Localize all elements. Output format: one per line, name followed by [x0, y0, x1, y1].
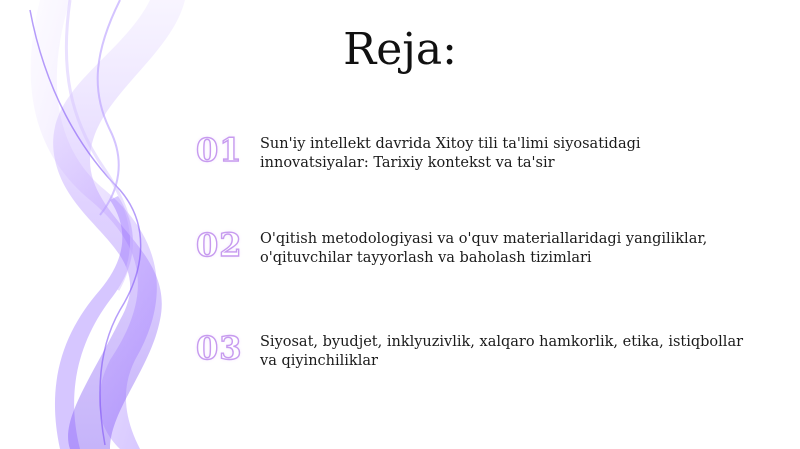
- agenda-item: [196, 228, 756, 278]
- agenda-item: [196, 331, 756, 381]
- agenda-item-text: O'qitish metodologiyasi va o'quv materiallaridagi yangiliklar, o'qituvchilar tayyorlash va baholash tizimlari: [260, 231, 708, 266]
- purple-smoke-ribbon-decoration: [0, 0, 200, 449]
- slide-title: Reja:: [343, 24, 457, 75]
- agenda-item-number: 01: [196, 131, 243, 169]
- agenda-item-text: Sun'iy intellekt davrida Xitoy tili ta'limi siyosatidagi innovatsiyalar: Tarixiy kontekst va ta'sir: [260, 136, 641, 171]
- agenda-item-number: 02: [196, 226, 243, 264]
- agenda-item-number: 03: [196, 329, 243, 367]
- agenda-item: [196, 133, 756, 183]
- agenda-item-text: Siyosat, byudjet, inklyuzivlik, xalqaro hamkorlik, etika, istiqbollar va qiyinchiliklar: [260, 334, 744, 369]
